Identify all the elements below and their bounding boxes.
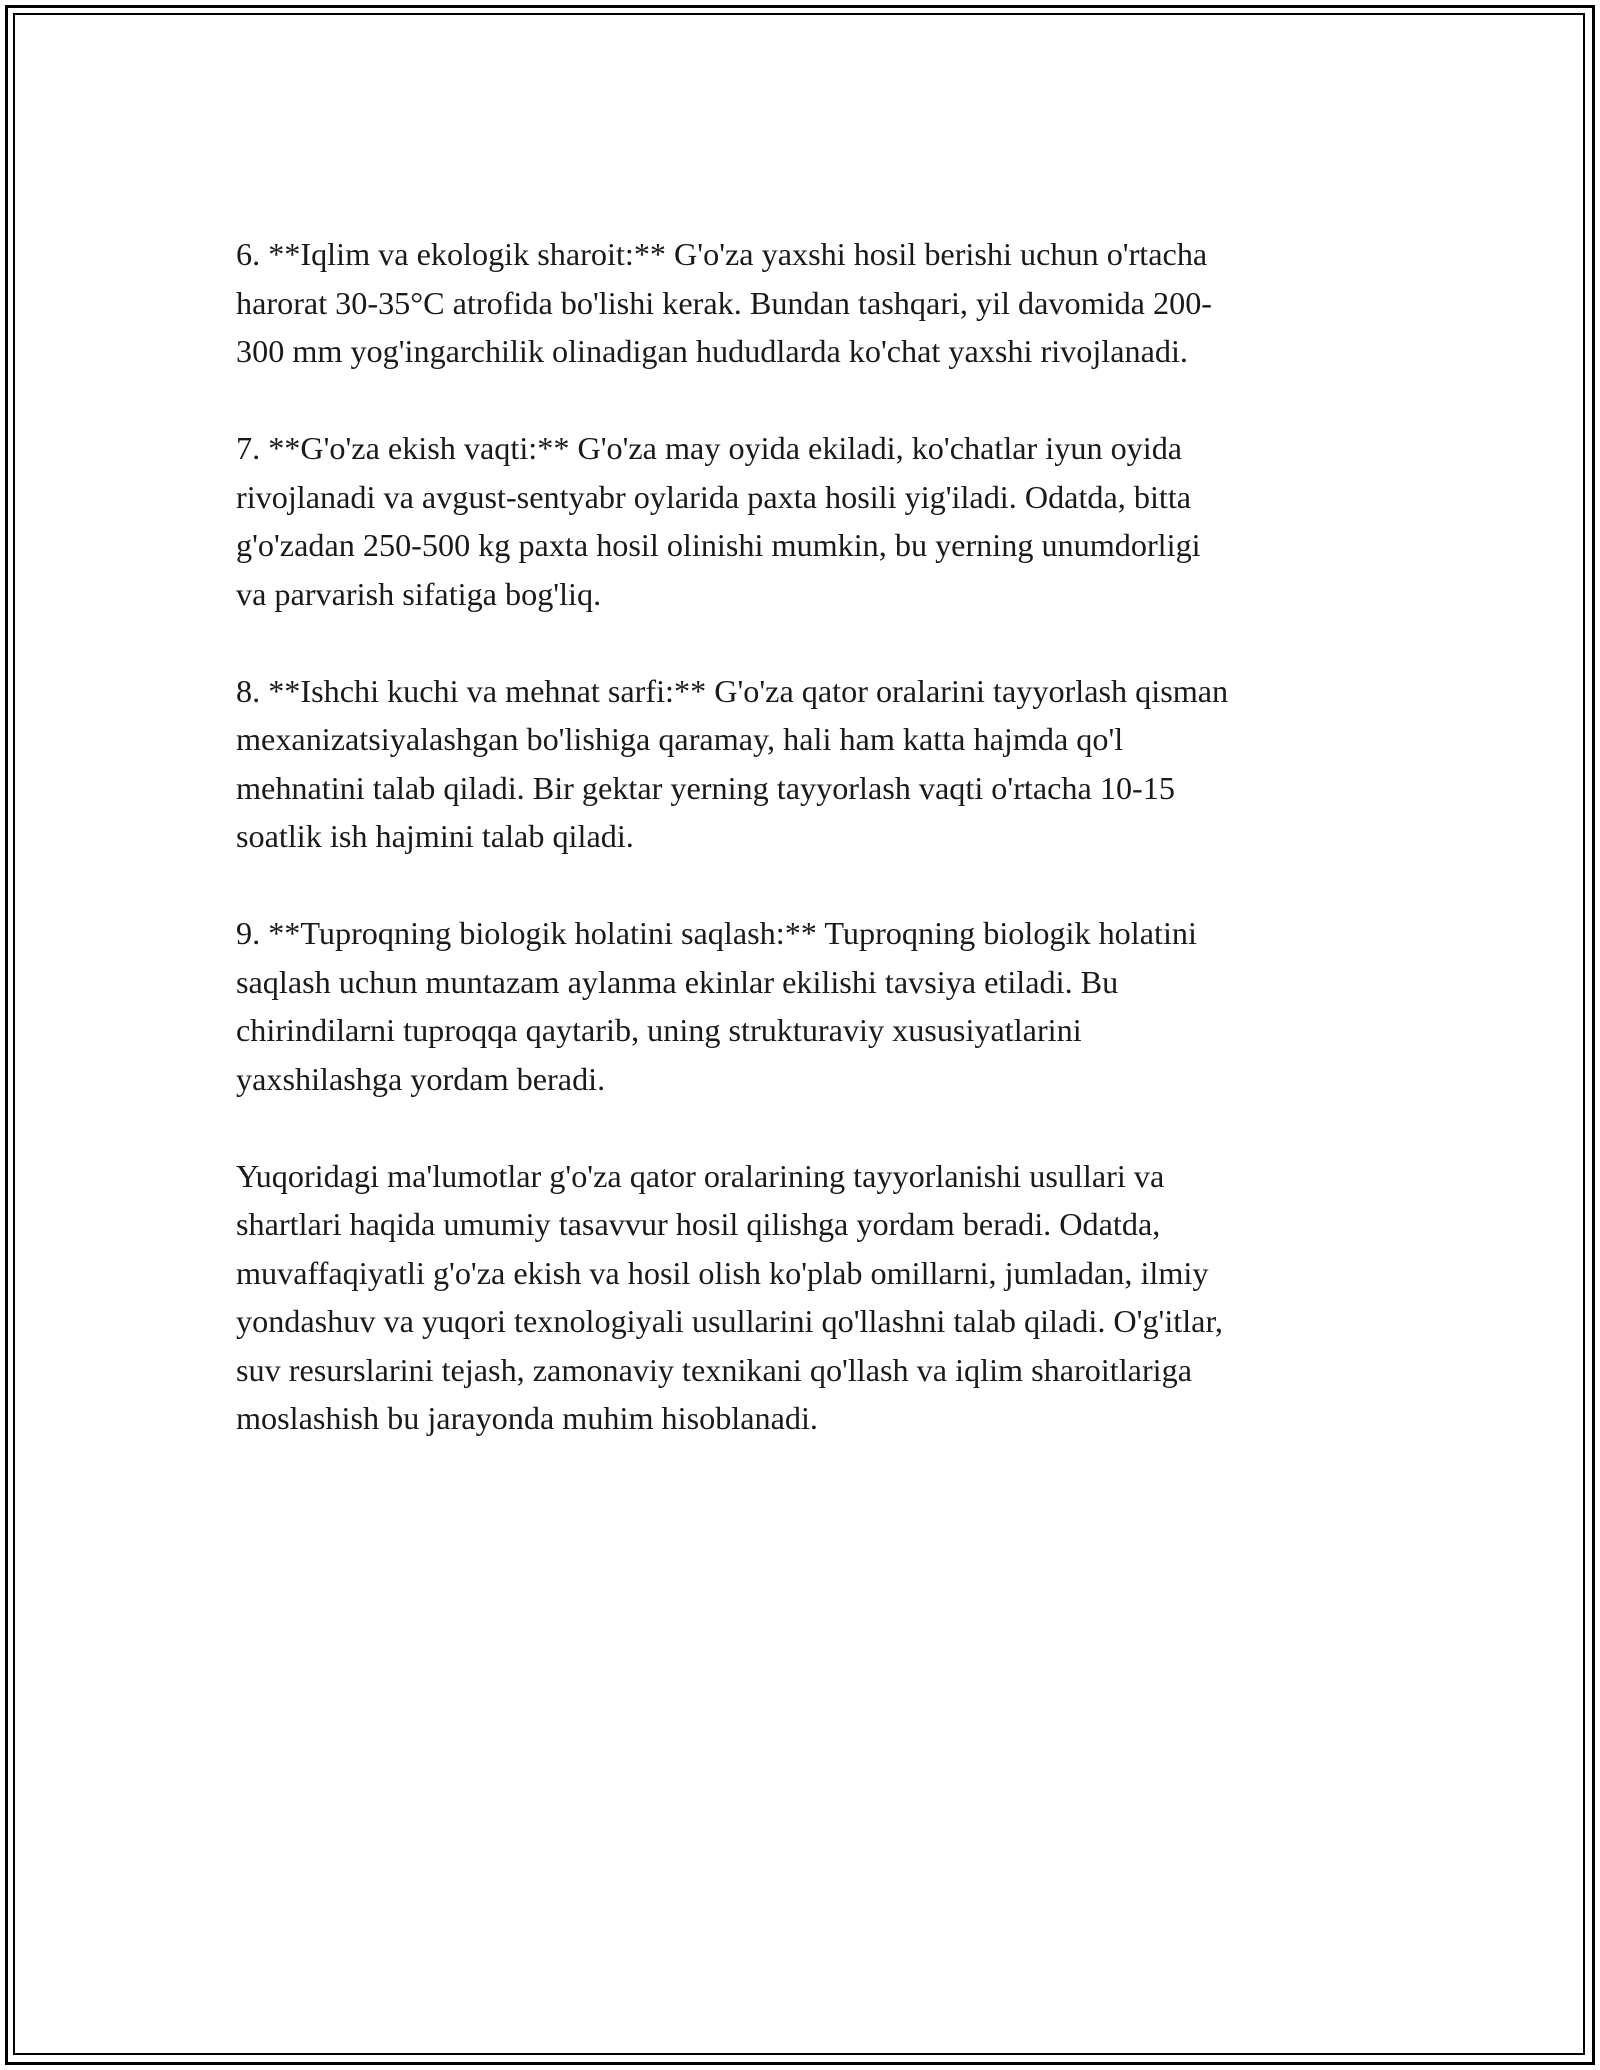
paragraph-conclusion: Yuqoridagi ma'lumotlar g'o'za qator oralarining tayyorlanishi usullari va shartlari haqida umumiy tasavvur hosil qilishga yordam beradi. Odatda, muvaffaqiyatli g'o'za ekish va hosil olish ko'plab omillarni, jumladan, ilmiy yondashuv va yuqori texnologiyali usullarini qo'llashni talab qiladi. O'g'itlar, suv resurslarini tejash, zamonaviy texnikani qo'llash va iqlim sharoitlariga moslashish bu jarayonda muhim hisoblanadi. [236,1157,1223,1436]
paragraph-sowing-time: 7. **G'o'za ekish vaqti:** G'o'za may oyida ekiladi, ko'chatlar iyun oyida rivojlanadi va avgust-sentyabr oylarida paxta hosili yig'iladi. Odatda, bitta g'o'zadan 250-500 kg paxta hosil olinishi mumkin, bu yerning unumdorligi va parvarish sifatiga bog'liq. [236,430,1201,612]
paragraph-climate: 6. **Iqlim va ekologik sharoit:** G'o'za yaxshi hosil berishi uchun o'rtacha harorat 30-35°C atrofida bo'lishi kerak. Bundan tashqari, yil davomida 200- 300 mm yog'ingarchilik olinadigan hududlarda ko'chat yaxshi rivojlanadi. [236,236,1213,369]
paragraph-labor: 8. **Ishchi kuchi va mehnat sarfi:** G'o'za qator oralarini tayyorlash qisman mexanizatsiyalashgan bo'lishiga qaramay, hali ham katta hajmda qo'l mehnatini talab qiladi. Bir gektar yerning tayyorlash vaqti o'rtacha 10-15 soatlik ish hajmini talab qiladi. [236,672,1229,854]
paragraph-soil-biology: 9. **Tuproqning biologik holatini saqlash:** Tuproqning biologik holatini saqlash uchun muntazam aylanma ekinlar ekilishi tavsiya etiladi. Bu chirindilarni tuproqqa qaytarib, uning strukturaviy xususiyatlarini yaxshilashga yordam beradi. [236,915,1197,1097]
document-body [236,230,1376,1491]
